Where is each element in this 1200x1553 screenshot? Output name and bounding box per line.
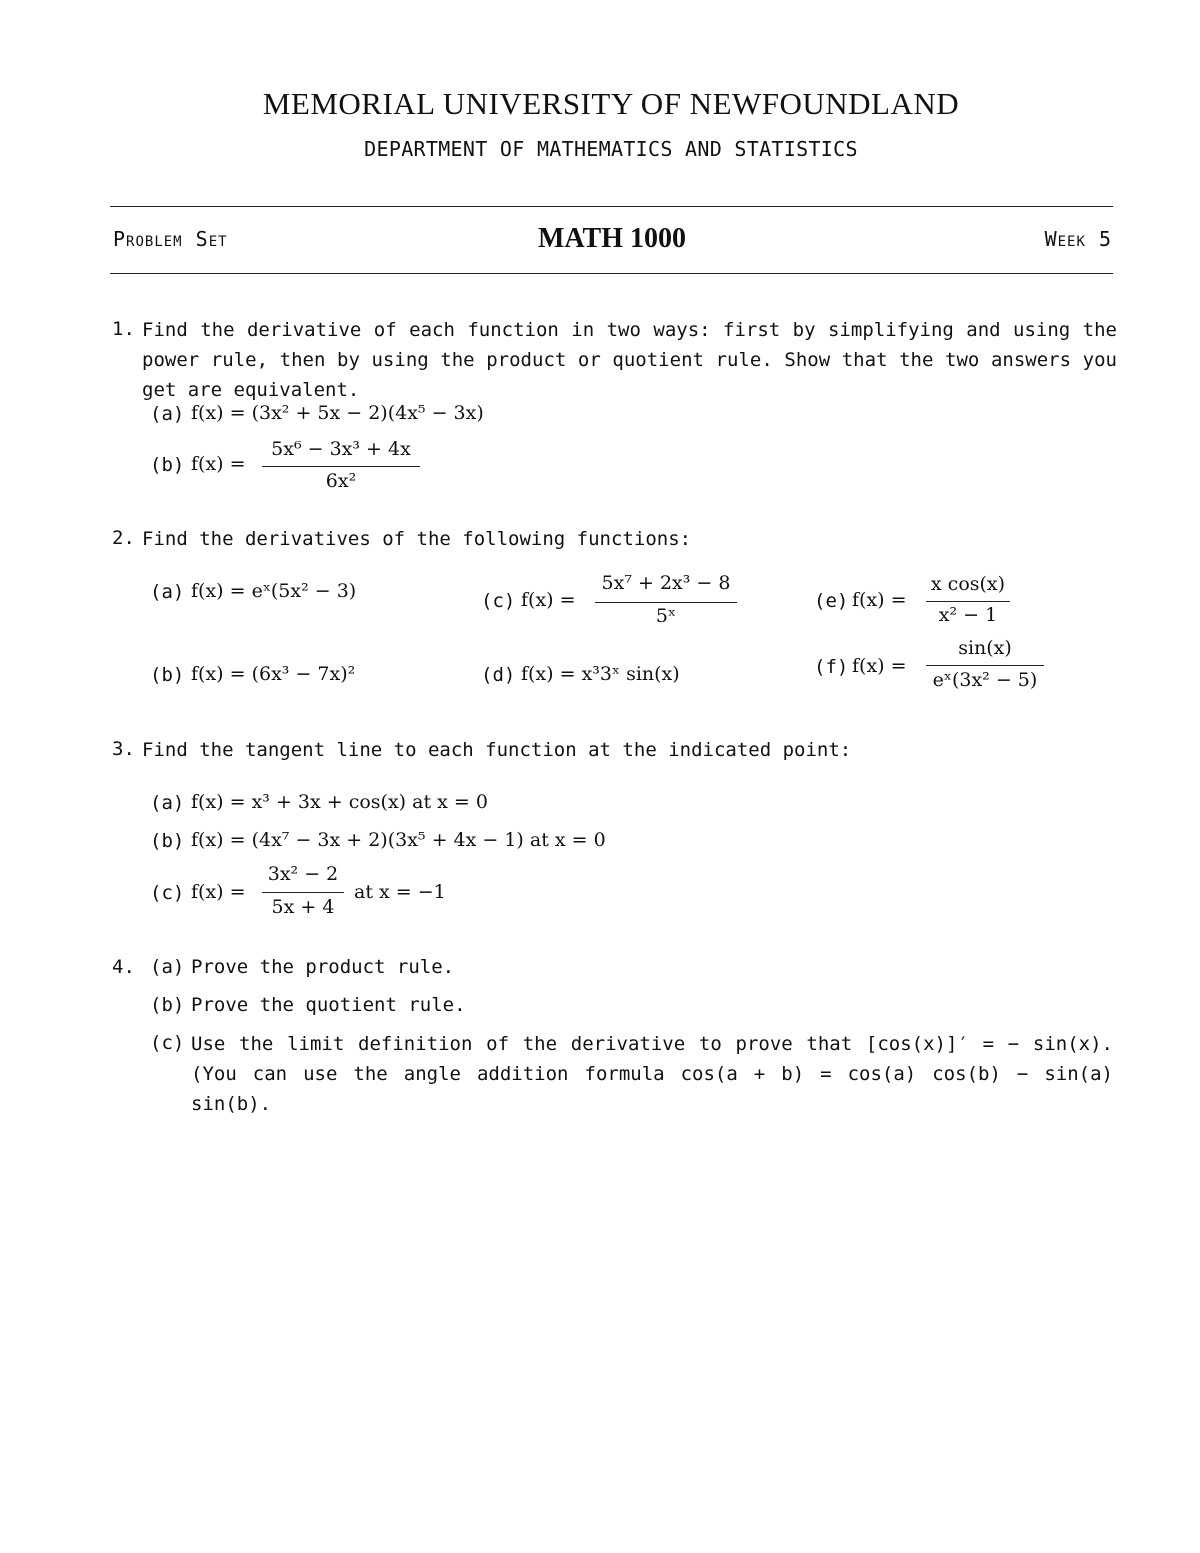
part-label: (a)	[150, 581, 185, 603]
fraction-numerator: x cos(x)	[930, 573, 1006, 595]
fraction-bar	[926, 665, 1044, 666]
header-bottom-rule	[110, 273, 1113, 274]
question-number: 3.	[112, 738, 135, 760]
function-expression: f(x) = (4x⁷ − 3x + 2)(3x⁵ + 4x − 1) at x = 0	[191, 829, 606, 851]
function-expression: f(x) = (3x² + 5x − 2)(4x⁵ − 3x)	[191, 402, 484, 424]
fraction-bar	[262, 466, 420, 467]
question-number: 4.	[112, 956, 135, 978]
question-number: 2.	[112, 527, 135, 549]
function-lhs: f(x) =	[191, 881, 246, 903]
part-label: (b)	[150, 454, 185, 476]
part-label: (b)	[150, 664, 185, 686]
department-title: DEPARTMENT OF MATHEMATICS AND STATISTICS	[364, 137, 858, 161]
point-condition: at x = −1	[354, 881, 446, 903]
function-expression: f(x) = x³3ˣ sin(x)	[521, 663, 680, 685]
part-label: (d)	[481, 664, 516, 686]
fraction-numerator: sin(x)	[958, 637, 1012, 659]
part-label: (a)	[150, 792, 185, 814]
function-expression: f(x) = x³ + 3x + cos(x) at x = 0	[191, 791, 488, 813]
function-lhs: f(x) =	[852, 589, 907, 611]
function-lhs: f(x) =	[521, 589, 576, 611]
header-top-rule	[110, 206, 1113, 207]
part-label: (c)	[150, 882, 185, 904]
fraction-denominator: eˣ(3x² − 5)	[932, 669, 1038, 691]
fraction-denominator: 5x + 4	[271, 896, 335, 918]
question-text: Find the derivative of each function in two ways: first by simplifying and using the power rule, then by using the product or quotient rule. Show that the two answers you get are equivalent.	[142, 319, 1117, 401]
function-lhs: f(x) =	[852, 655, 907, 677]
question-text: Find the tangent line to each function at the indicated point:	[142, 739, 852, 761]
fraction-bar	[262, 892, 344, 893]
function-lhs: f(x) =	[191, 453, 246, 475]
fraction-denominator: 6x²	[325, 470, 357, 492]
part-label: (c)	[481, 590, 516, 612]
fraction-numerator: 5x⁷ + 2x³ − 8	[601, 572, 731, 594]
function-expression: f(x) = (6x³ − 7x)²	[191, 663, 356, 685]
course-code: MATH 1000	[537, 223, 687, 254]
question-text: Find the derivatives of the following functions:	[142, 528, 692, 550]
part-text: Prove the quotient rule.	[191, 994, 466, 1016]
part-label: (a)	[150, 956, 185, 978]
fraction-numerator: 5x⁶ − 3x³ + 4x	[271, 438, 411, 460]
part-label: (a)	[150, 403, 185, 425]
part-label: (f)	[814, 656, 849, 678]
problem-set-label: Problem Set	[113, 227, 228, 251]
part-label: (b)	[150, 830, 185, 852]
function-expression: f(x) = eˣ(5x² − 3)	[191, 580, 357, 602]
part-label: (e)	[814, 590, 849, 612]
question-number: 1.	[112, 318, 135, 340]
part-text: Use the limit definition of the derivative to prove that [cos(x)]′ = − sin(x). (You can use the angle addition formula cos(a + b) = cos(a) cos(b) − sin(a) sin(b).	[191, 1033, 1113, 1115]
week-label: Week 5	[1044, 227, 1112, 251]
part-label: (b)	[150, 994, 185, 1016]
university-title: MEMORIAL UNIVERSITY OF NEWFOUNDLAND	[262, 86, 960, 121]
fraction-denominator: x² − 1	[938, 604, 998, 626]
fraction-bar	[926, 601, 1010, 602]
part-label: (c)	[150, 1032, 185, 1054]
fraction-numerator: 3x² − 2	[267, 863, 339, 885]
fraction-denominator: 5ˣ	[655, 605, 677, 627]
fraction-bar	[595, 602, 737, 603]
part-text: Prove the product rule.	[191, 956, 455, 978]
